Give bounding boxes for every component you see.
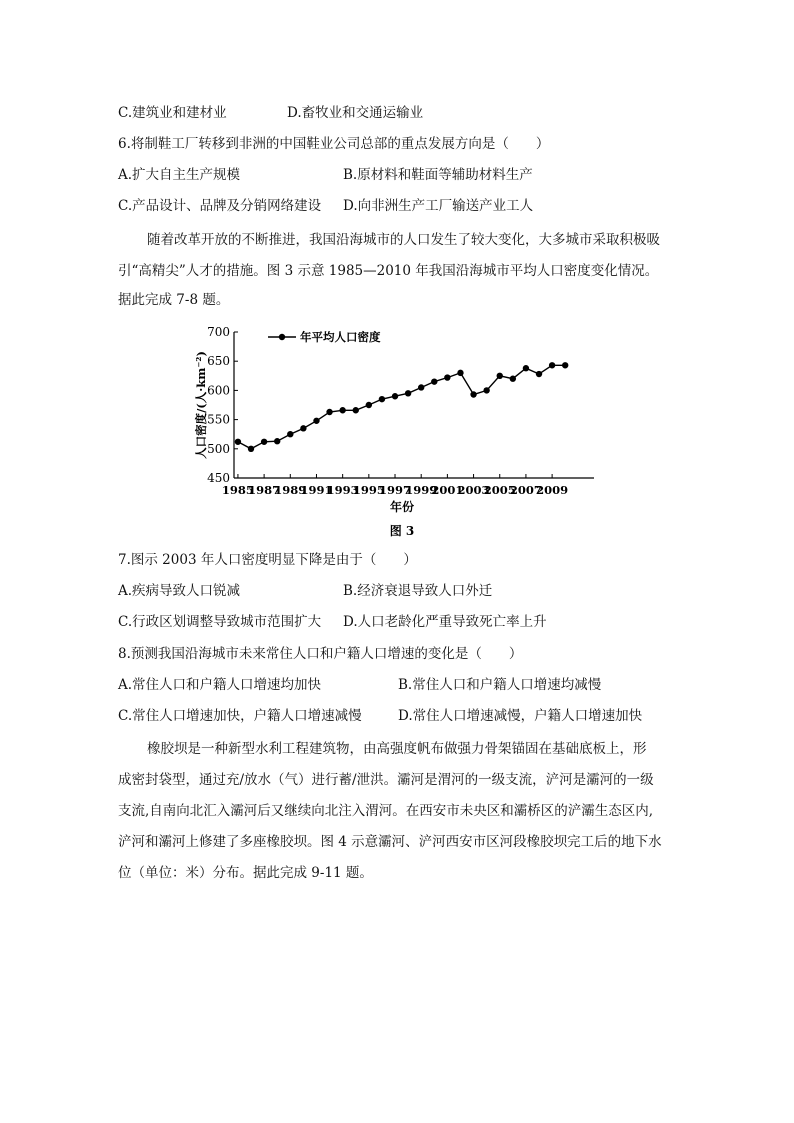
q7-option-b: B.经济衰退导致人口外迁 — [343, 583, 493, 599]
x-tick-label: 2005 — [483, 483, 516, 497]
data-point — [497, 373, 503, 379]
q8-option-b: B.常住人口和户籍人口增速均减慢 — [398, 677, 602, 693]
y-tick-labels — [207, 325, 230, 485]
x-tick-label: 1987 — [248, 483, 281, 497]
passage1-line2: 引“高精尖”人才的措施。图 3 示意 1985—2010 年我国沿海城市平均人口密度变化情况。 — [118, 263, 659, 279]
data-point — [287, 431, 293, 437]
data-point — [457, 370, 463, 376]
data-point — [536, 371, 542, 377]
x-tick-label: 1997 — [379, 483, 412, 497]
q5-option-d: D.畜牧业和交通运输业 — [287, 105, 424, 121]
q6-option-d: D.向非洲生产工厂输送产业工人 — [343, 198, 534, 214]
passage1-line3: 据此完成 7-8 题。 — [118, 292, 230, 308]
q6-option-a: A.扩大自主生产规模 — [118, 167, 241, 183]
data-point — [339, 407, 345, 413]
passage2-line3: 支流,自南向北汇入灞河后又继续向北注入渭河。在西安市未央区和灞桥区的浐灞生态区内, — [118, 803, 654, 819]
q8-option-c: C.常住人口增速加快，户籍人口增速减慢 — [118, 708, 362, 724]
q6-option-b: B.原材料和鞋面等辅助材料生产 — [343, 167, 533, 183]
data-point — [248, 446, 254, 452]
data-point — [366, 402, 372, 408]
passage1-line1: 随着改革开放的不断推进，我国沿海城市的人口发生了较大变化，大多城市采取积极吸 — [147, 232, 660, 248]
q6-stem: 6.将制鞋工厂转移到非洲的中国鞋业公司总部的重点发展方向是（ ） — [118, 136, 550, 152]
legend-marker — [279, 334, 285, 340]
q6-option-c: C.产品设计、品牌及分销网络建设 — [118, 198, 322, 214]
data-point — [470, 391, 476, 397]
x-tick-label: 2009 — [536, 483, 569, 497]
chart-axes — [234, 332, 594, 478]
data-point — [549, 362, 555, 368]
y-tick-label: 650 — [207, 354, 230, 369]
data-point — [274, 438, 280, 444]
data-point — [405, 390, 411, 396]
x-tick-labels — [222, 483, 568, 497]
passage2-line1: 橡胶坝是一种新型水利工程建筑物，由高强度帆布做强力骨架锚固在基础底板上，形 — [147, 741, 647, 757]
y-tick-label: 700 — [207, 325, 230, 339]
q8-option-d: D.常住人口增速减慢，户籍人口增速加快 — [398, 708, 643, 724]
passage2-line4: 浐河和灞河上修建了多座橡胶坝。图 4 示意灞河、浐河西安市区河段橡胶坝完工后的地下水 — [118, 834, 662, 850]
data-point — [431, 378, 437, 384]
legend-label: 年平均人口密度 — [300, 330, 381, 344]
x-tick-label: 1985 — [221, 483, 254, 497]
chart-legend — [268, 330, 381, 344]
data-point — [444, 374, 450, 380]
data-point — [418, 384, 424, 390]
passage2-line5: 位（单位：米）分布。据此完成 9-11 题。 — [118, 865, 373, 881]
q7-option-a: A.疾病导致人口锐减 — [118, 583, 241, 599]
x-tick-label: 2003 — [457, 483, 490, 497]
x-tick-label: 1993 — [326, 483, 359, 497]
y-tick-label: 450 — [207, 471, 230, 485]
data-point — [326, 409, 332, 415]
q7-option-d: D.人口老龄化严重导致死亡率上升 — [343, 614, 547, 630]
population-density-chart — [196, 312, 606, 544]
y-tick-label: 550 — [207, 412, 230, 427]
data-point — [300, 425, 306, 431]
data-point — [562, 362, 568, 368]
x-tick-label: 1999 — [405, 483, 438, 497]
x-axis-label: 年份 — [389, 500, 415, 514]
data-point — [379, 396, 385, 402]
x-tick-label: 1991 — [300, 483, 333, 497]
q8-stem: 8.预测我国沿海城市未来常住人口和户籍人口增速的变化是（ ） — [118, 646, 523, 662]
data-point — [523, 365, 529, 371]
q7-stem: 7.图示 2003 年人口密度明显下降是由于（ ） — [118, 552, 417, 568]
x-tick-label: 2007 — [509, 483, 542, 497]
x-tick-label: 1995 — [352, 483, 385, 497]
q7-option-c: C.行政区划调整导致城市范围扩大 — [118, 614, 322, 630]
data-point — [353, 407, 359, 413]
x-tick-label: 1989 — [274, 483, 307, 497]
figure-caption: 图 3 — [389, 524, 415, 538]
data-point — [235, 439, 241, 445]
q8-option-a: A.常住人口和户籍人口增速均加快 — [118, 677, 322, 693]
data-point — [261, 439, 267, 445]
chart-series — [235, 362, 569, 452]
x-tick-label: 2001 — [431, 483, 464, 497]
data-point — [313, 418, 319, 424]
y-tick-label: 500 — [207, 441, 230, 456]
q5-option-c: C.建筑业和建材业 — [118, 105, 227, 121]
data-point — [483, 387, 489, 393]
y-tick-label: 600 — [207, 383, 230, 398]
series-line — [238, 365, 565, 449]
y-axis-label: 人口密度/(人·km⁻²) — [194, 351, 208, 459]
data-point — [392, 393, 398, 399]
data-point — [510, 376, 516, 382]
passage2-line2: 成密封袋型，通过充/放水（气）进行蓄/泄洪。灞河是渭河的一级支流，浐河是灞河的一级 — [118, 772, 654, 788]
